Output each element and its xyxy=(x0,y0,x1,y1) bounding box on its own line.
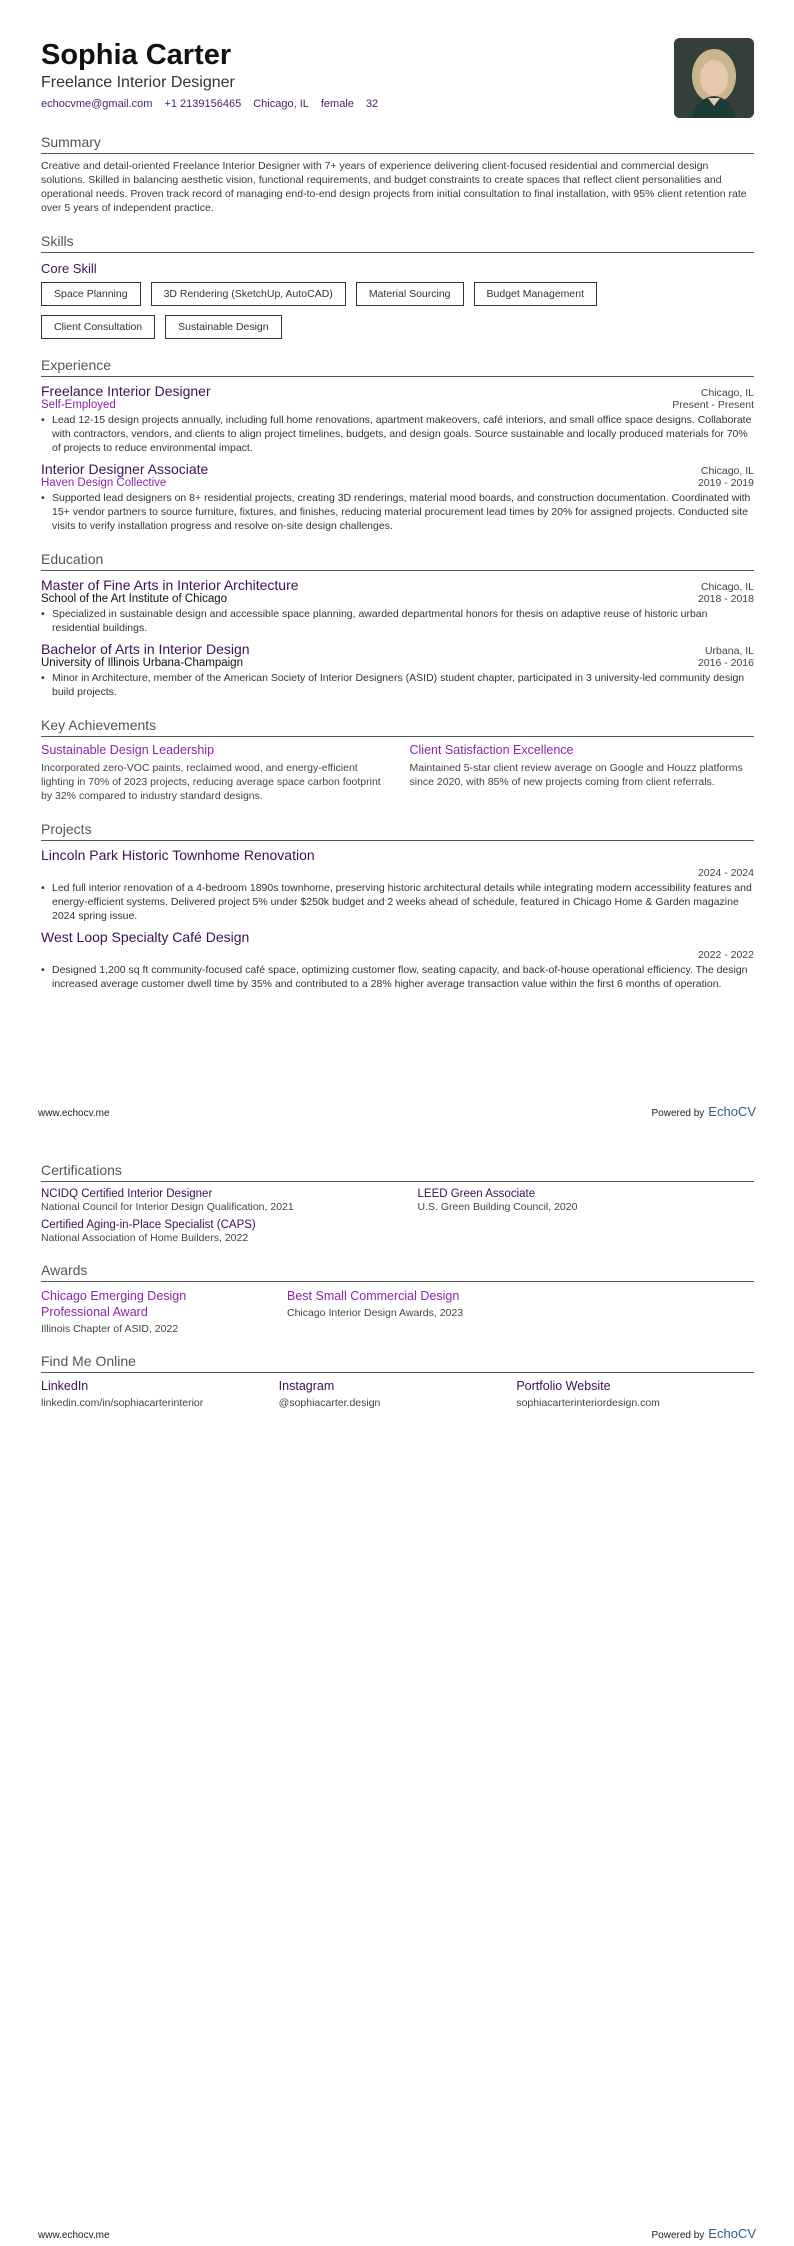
resume-content xyxy=(41,1162,754,1409)
footer-site-link[interactable]: www.echocv.me xyxy=(38,2230,110,2241)
email-link[interactable]: echocvme@gmail.com xyxy=(41,98,153,110)
contact-line xyxy=(41,98,754,110)
education-bullet: • Specialized in sustainable design and accessible space planning, awarded departmental honors for thesis on adaptive reuse of historic urban residential buildings. xyxy=(52,607,754,635)
award-item xyxy=(287,1288,533,1335)
skills-section xyxy=(41,233,754,339)
job-bullet: • Supported lead designers on 8+ residential projects, creating 3D renderings, material mood boards, and construction documentation. Coordinated with 15+ vendor partners to source furniture, fixtures, and finishes, reducing material procurement lead times by 20% for assigned projects. Conducted site visits to verify installation progress and resolve on-site design challenges. xyxy=(52,491,754,533)
online-links xyxy=(41,1379,754,1409)
company-name: Self-Employed xyxy=(41,399,116,411)
candidate-role: Freelance Interior Designer xyxy=(41,74,235,91)
summary-section xyxy=(41,134,754,215)
achievement-item xyxy=(41,743,386,803)
skills-heading: Skills xyxy=(41,233,754,253)
certifications-section xyxy=(41,1162,754,1244)
education-dates: 2016 - 2016 xyxy=(697,657,754,669)
certification-name: NCIDQ Certified Interior Designer xyxy=(41,1188,213,1200)
projects-section xyxy=(41,821,754,991)
online-item xyxy=(41,1379,279,1409)
projects-heading: Projects xyxy=(41,821,754,841)
job-dates: Present - Present xyxy=(672,399,754,411)
gender-text: female xyxy=(320,98,354,110)
summary-heading: Summary xyxy=(41,134,754,154)
education-bullet: • Minor in Architecture, member of the American Society of Interior Designers (ASID) student chapter, participated in 3 university-led community design build projects. xyxy=(52,671,754,699)
award-title: Chicago Emerging Design Professional Award xyxy=(41,1289,187,1319)
achievement-text: Maintained 5-star client review average on Google and Houzz platforms since 2020, with 85% of new projects coming from client referrals. xyxy=(409,762,743,788)
skill-chip: Material Sourcing xyxy=(356,282,464,306)
award-meta: Chicago Interior Design Awards, 2023 xyxy=(287,1307,464,1319)
skill-chip: 3D Rendering (SketchUp, AutoCAD) xyxy=(151,282,346,306)
online-section xyxy=(41,1353,754,1409)
resume-page-1 xyxy=(0,0,794,1122)
skill-chip: Space Planning xyxy=(41,282,141,306)
education-entry xyxy=(41,641,754,699)
online-heading: Find Me Online xyxy=(41,1353,754,1373)
certification-item xyxy=(41,1219,378,1244)
certifications-heading: Certifications xyxy=(41,1162,754,1182)
echocv-logo[interactable]: EchoCV xyxy=(708,2226,756,2241)
award-item xyxy=(41,1288,287,1335)
footer-powered xyxy=(651,2226,756,2241)
education-heading: Education xyxy=(41,551,754,571)
achievements-grid xyxy=(41,743,754,803)
project-entry xyxy=(41,929,754,991)
project-entry xyxy=(41,847,754,923)
footer-powered xyxy=(651,1104,756,1119)
portrait-image xyxy=(674,38,754,118)
footer-site-link[interactable]: www.echocv.me xyxy=(38,1108,110,1119)
achievement-text: Incorporated zero-VOC paints, reclaimed wood, and energy-efficient lighting in 70% of 2023 projects, reducing average space carbon footprint by 32% compared to industry standard designs. xyxy=(41,762,381,802)
powered-by-text: Powered by xyxy=(651,2230,705,2241)
awards-heading: Awards xyxy=(41,1262,754,1282)
project-bullet: • Designed 1,200 sq ft community-focused café space, optimizing customer flow, seating capacity, and back-of-house operational efficiency. The design increased average customer dwell time by 35% and contributed to a 28% higher average transaction value within the first 6 months of operation. xyxy=(52,963,754,991)
company-name: Haven Design Collective xyxy=(41,477,167,489)
summary-text: Creative and detail-oriented Freelance Interior Designer with 7+ years of experience delivering client-focused residential and commercial design solutions. Skilled in balancing aesthetic vision, functional requirements, and budget constraints to create spaces that reflect client personalities and operational needs. Proven track record of managing end-to-end design projects from initial consultation to final installation, with 95% client retention rate over 5 years of independent practice. xyxy=(41,160,747,214)
certification-name: Certified Aging-in-Place Specialist (CAPS) xyxy=(41,1219,256,1231)
job-location: Chicago, IL xyxy=(700,387,754,399)
experience-heading: Experience xyxy=(41,357,754,377)
skill-chip: Budget Management xyxy=(474,282,597,306)
phone-text: +1 2139156465 xyxy=(164,98,242,110)
resume-page-2 xyxy=(0,1122,794,2246)
project-bullet: • Led full interior renovation of a 4-bedroom 1890s townhome, preserving historic architectural details while integrating modern accessibility features and energy-efficient systems. Delivered project 5% under $250k budget and 2 weeks ahead of schedule, featured in Chicago Home & Garden magazine 2024 spring issue. xyxy=(52,881,754,923)
online-title: LinkedIn xyxy=(41,1379,89,1393)
location-text: Chicago, IL xyxy=(253,98,309,110)
certifications-grid xyxy=(41,1188,754,1244)
education-dates: 2018 - 2018 xyxy=(697,593,754,605)
education-section xyxy=(41,551,754,699)
skill-chip: Client Consultation xyxy=(41,315,155,339)
award-title: Best Small Commercial Design xyxy=(287,1289,460,1303)
award-meta: Illinois Chapter of ASID, 2022 xyxy=(41,1323,179,1335)
experience-section xyxy=(41,357,754,533)
degree-title: Master of Fine Arts in Interior Architecture xyxy=(41,577,299,593)
online-item xyxy=(279,1379,517,1409)
page-footer xyxy=(38,1104,756,1119)
powered-by-text: Powered by xyxy=(651,1108,705,1119)
school-name: University of Illinois Urbana-Champaign xyxy=(41,657,243,669)
skill-chip: Sustainable Design xyxy=(165,315,281,339)
echocv-logo[interactable]: EchoCV xyxy=(708,1104,756,1119)
experience-entry xyxy=(41,461,754,533)
job-dates: 2019 - 2019 xyxy=(697,477,754,489)
achievement-title: Client Satisfaction Excellence xyxy=(409,743,574,757)
achievement-item xyxy=(410,743,755,803)
school-location: Chicago, IL xyxy=(700,581,754,593)
school-location: Urbana, IL xyxy=(704,645,754,657)
certification-item xyxy=(41,1188,378,1213)
profile-photo xyxy=(674,38,754,118)
skill-chips xyxy=(41,282,681,339)
achievement-title: Sustainable Design Leadership xyxy=(41,743,215,757)
skill-category: Core Skill xyxy=(41,261,97,276)
achievements-heading: Key Achievements xyxy=(41,717,754,737)
education-entry xyxy=(41,577,754,635)
page-footer xyxy=(38,2226,756,2241)
online-title: Portfolio Website xyxy=(516,1379,611,1393)
resume-content xyxy=(41,38,754,991)
awards-section xyxy=(41,1262,754,1335)
resume-header xyxy=(41,38,754,122)
job-bullet: • Lead 12-15 design projects annually, including full home renovations, apartment makeovers, café interiors, and small office space designs. Collaborate with contractors, vendors, and clients to align project timelines, budgets, and design goals. Source sustainable and locally produced materials for 70% of projects to reduce environmental impact. xyxy=(52,413,754,455)
portfolio-link[interactable]: sophiacarterinteriordesign.com xyxy=(516,1397,660,1409)
candidate-name: Sophia Carter xyxy=(41,39,232,71)
project-dates: 2024 - 2024 xyxy=(697,867,754,879)
project-title: Lincoln Park Historic Townhome Renovation xyxy=(41,847,315,863)
certification-name: LEED Green Associate xyxy=(417,1188,536,1200)
certification-item xyxy=(418,1188,755,1213)
experience-entry xyxy=(41,383,754,455)
job-title: Interior Designer Associate xyxy=(41,461,209,477)
project-dates: 2022 - 2022 xyxy=(697,949,754,961)
certification-issuer: National Association of Home Builders, 2022 xyxy=(41,1232,249,1244)
degree-title: Bachelor of Arts in Interior Design xyxy=(41,641,250,657)
achievements-section xyxy=(41,717,754,803)
job-location: Chicago, IL xyxy=(700,465,754,477)
instagram-link[interactable]: @sophiacarter.design xyxy=(278,1397,381,1409)
school-name: School of the Art Institute of Chicago xyxy=(41,593,228,605)
linkedin-link[interactable]: linkedin.com/in/sophiacarterinterior xyxy=(41,1397,204,1409)
certification-issuer: National Council for Interior Design Qualification, 2021 xyxy=(41,1201,294,1213)
project-title: West Loop Specialty Café Design xyxy=(41,929,250,945)
certification-issuer: U.S. Green Building Council, 2020 xyxy=(417,1201,578,1213)
awards-list xyxy=(41,1288,754,1335)
online-item xyxy=(516,1379,754,1409)
job-title: Freelance Interior Designer xyxy=(41,383,211,399)
age-text: 32 xyxy=(365,98,379,110)
online-title: Instagram xyxy=(278,1379,335,1393)
